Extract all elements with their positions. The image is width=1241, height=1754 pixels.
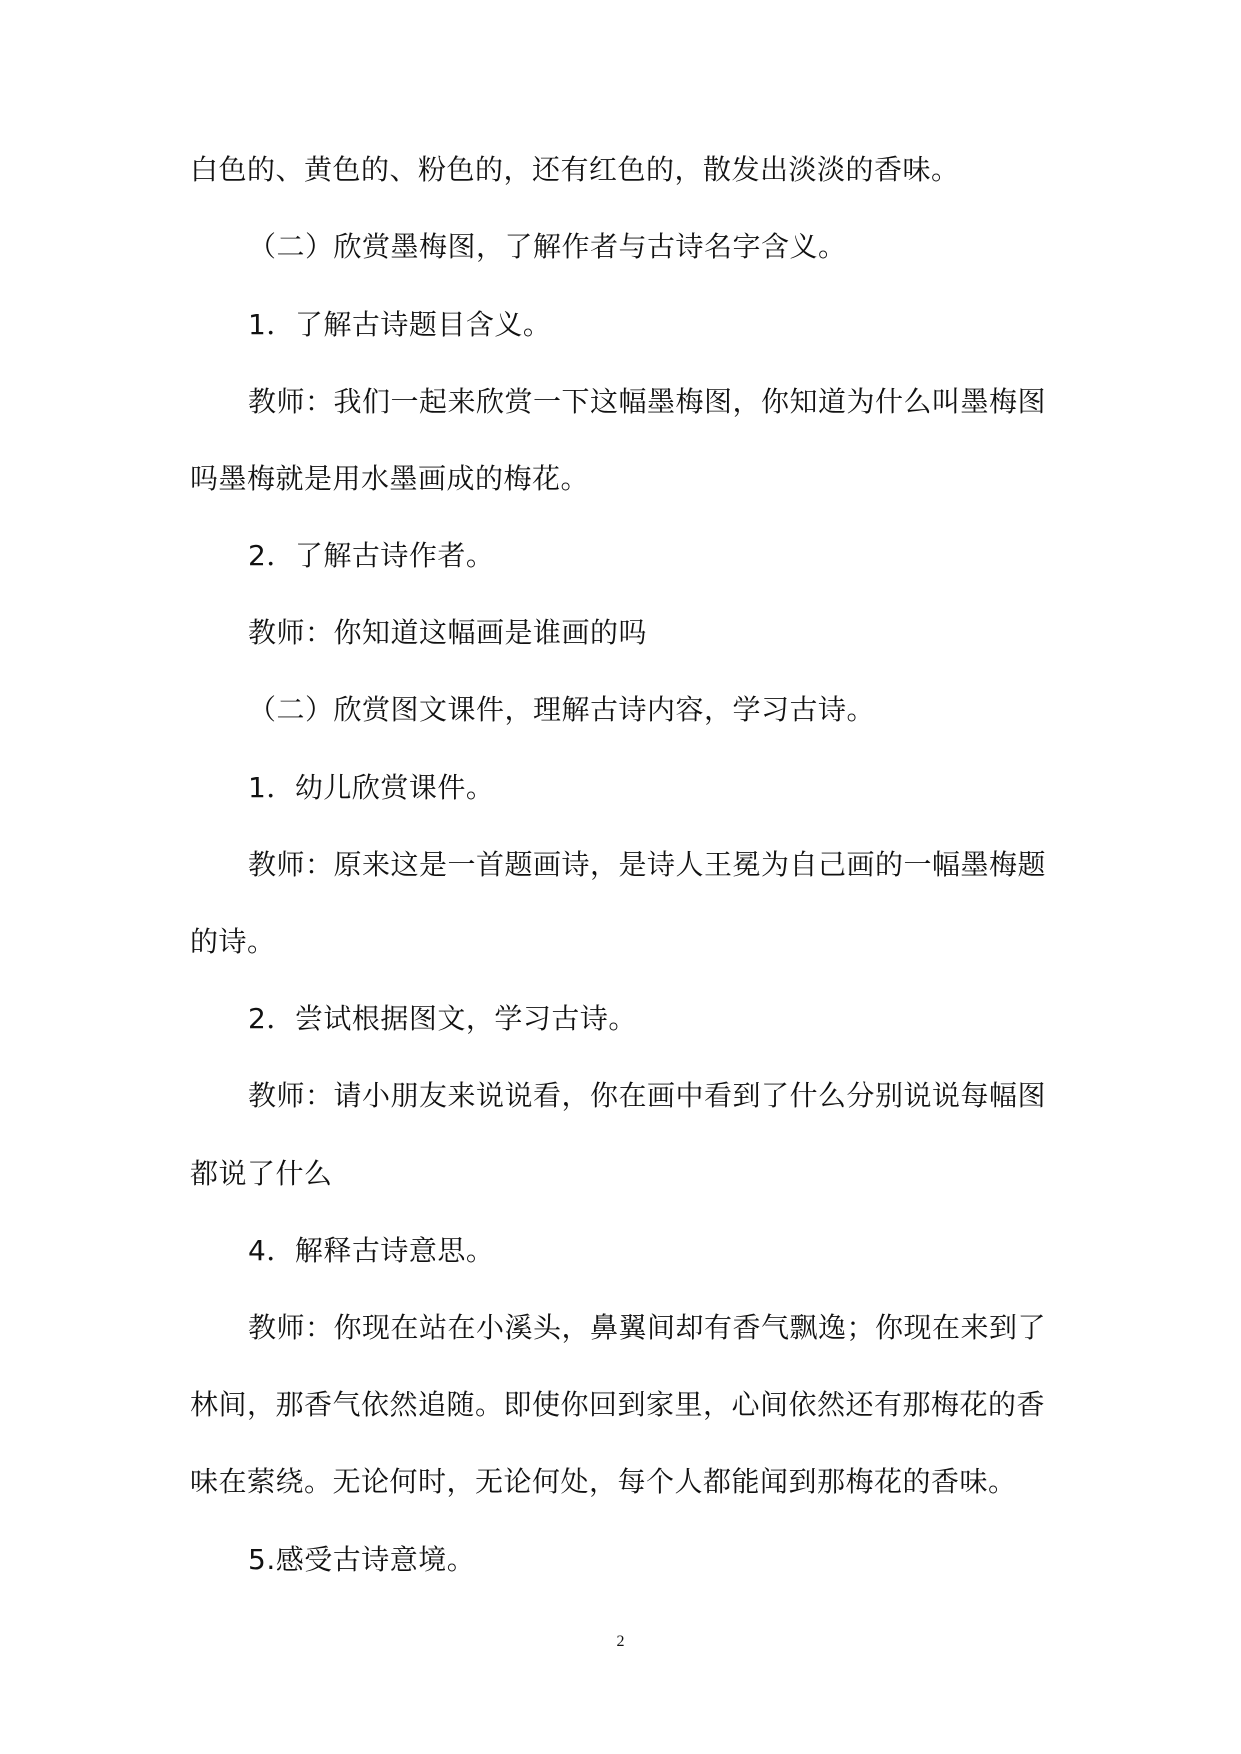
text-line-1: 白色的、黄色的、粉色的，还有红色的，散发出淡淡的香味。 [190,153,960,186]
teacher-line-3: 教师：原来这是一首题画诗，是诗人王冕为自己画的一幅墨梅题 [248,848,1047,881]
step-heading-explain: 4．解释古诗意思。 [248,1234,495,1267]
teacher-line-1: 教师：我们一起来欣赏一下这幅墨梅图，你知道为什么叫墨梅图 [248,385,1047,418]
step-heading-children-view: 1．幼儿欣赏课件。 [248,771,495,804]
step-heading-feel-mood: 5.感受古诗意境。 [248,1543,476,1576]
teacher-line-5: 教师：你现在站在小溪头，鼻翼间却有香气飘逸；你现在来到了 [248,1311,1047,1344]
step-heading-title-meaning: 1．了解古诗题目含义。 [248,308,552,341]
page-number: 2 [616,1633,625,1650]
teacher-line-1-cont: 吗墨梅就是用水墨画成的梅花。 [190,462,590,495]
teacher-line-3-cont: 的诗。 [190,925,276,958]
teacher-line-4: 教师：请小朋友来说说看，你在画中看到了什么分别说说每幅图 [248,1079,1047,1112]
teacher-line-2: 教师：你知道这幅画是谁画的吗 [248,616,648,649]
teacher-line-5-cont-1: 林间，那香气依然追随。即使你回到家里，心间依然还有那梅花的香 [190,1388,1046,1421]
teacher-line-5-cont-2: 味在萦绕。无论何时，无论何处，每个人都能闻到那梅花的香味。 [190,1465,1017,1498]
section-heading-appreciate-painting: （二）欣赏墨梅图，了解作者与古诗名字含义。 [248,230,847,263]
step-heading-learn-poem: 2．尝试根据图文，学习古诗。 [248,1002,637,1035]
section-heading-courseware: （二）欣赏图文课件，理解古诗内容，学习古诗。 [248,693,876,726]
step-heading-author: 2．了解古诗作者。 [248,539,495,572]
teacher-line-4-cont: 都说了什么 [190,1157,333,1190]
